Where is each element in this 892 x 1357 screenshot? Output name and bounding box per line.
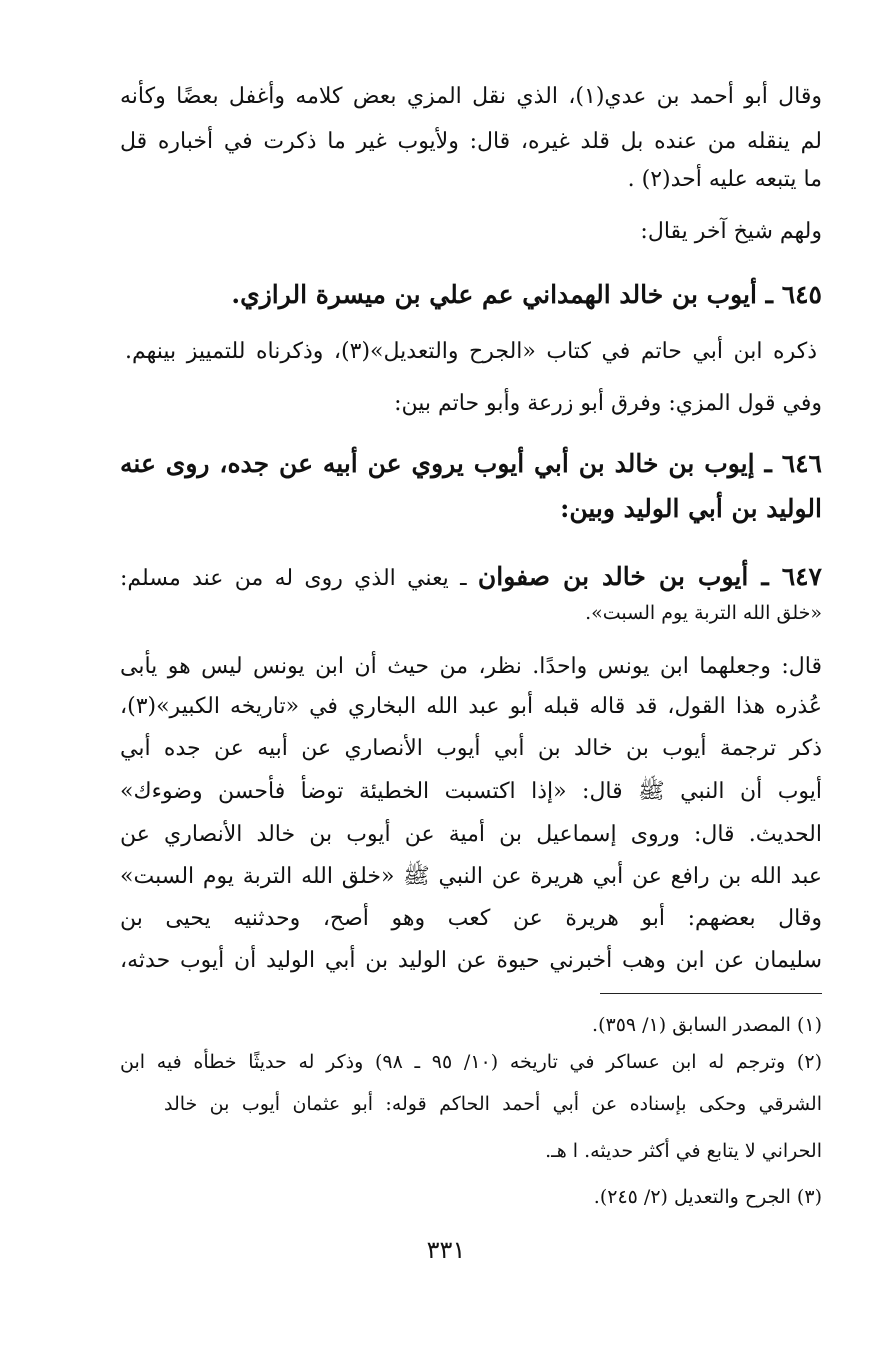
entry-heading: ٦٤٥ ـ أيوب بن خالد الهمداني عم علي بن ميسرة الرازي. xyxy=(231,280,822,309)
footnote: الحراني لا يتابع في أكثر حديثه. ا هـ. xyxy=(545,1140,822,1162)
body-line: الحديث. قال: وروى إسماعيل بن أمية عن أيوب بن خالد الأنصاري عن xyxy=(120,822,822,847)
body-line: ولهم شيخ آخر يقال: xyxy=(640,219,822,244)
entry-heading: ٦٤٦ ـ إيوب بن خالد بن أبي أيوب يروي عن أبيه عن جده، روى عنه xyxy=(120,449,822,478)
body-line: أيوب أن النبي ﷺ قال: «إذا اكتسبت الخطيئة توضأ فأحسن وضوءك» xyxy=(120,779,822,804)
body-line: وقال بعضهم: أبو هريرة عن كعب وهو أصح، وحدثنيه يحيى بن xyxy=(120,906,822,931)
body-line: عُذره هذا القول، قد قاله قبله أبو عبد الله البخاري في «تاريخه الكبير»(٣)، xyxy=(120,694,822,719)
body-line: «خلق الله التربة يوم السبت». xyxy=(585,602,822,624)
footnote: (١) المصدر السابق (١/ ٣٥٩). xyxy=(592,1014,822,1036)
entry-heading: ٦٤٧ ـ أيوب بن خالد بن صفوان xyxy=(477,562,822,591)
entry-heading: الوليد بن أبي الوليد وبين: xyxy=(560,494,822,523)
body-line: سليمان عن ابن وهب أخبرني حيوة عن الوليد بن أبي الوليد أن أيوب حدثه، xyxy=(120,948,822,973)
footnote: الشرقي وحكى بإسناده عن أبي أحمد الحاكم قوله: أبو عثمان أيوب بن خالد xyxy=(164,1093,822,1115)
footnote: (٣) الجرح والتعديل (٢/ ٢٤٥). xyxy=(593,1186,822,1208)
body-line: وقال أبو أحمد بن عدي(١)، الذي نقل المزي بعض كلامه وأغفل بعضًا وكأنه xyxy=(120,84,822,109)
body-line: عبد الله بن رافع عن أبي هريرة عن النبي ﷺ «خلق الله التربة يوم السبت» xyxy=(120,864,822,889)
entry-text: ـ يعني الذي روى له من عند مسلم: xyxy=(120,566,478,591)
entry-line xyxy=(120,560,822,596)
body-line: وفي قول المزي: وفرق أبو زرعة وأبو حاتم بين: xyxy=(394,391,822,416)
footnote-divider xyxy=(600,993,822,994)
body-line: ما يتبعه عليه أحد(٢) . xyxy=(627,167,822,192)
footnote: (٢) وترجم له ابن عساكر في تاريخه (١٠/ ٩٥ ـ ٩٨) وذكر له حديثًا خطأه فيه ابن xyxy=(120,1051,822,1073)
body-line: لم ينقله من عنده بل قلد غيره، قال: ولأيوب غير ما ذكرت في أخباره قل xyxy=(120,129,822,154)
body-line: قال: وجعلهما ابن يونس واحدًا. نظر، من حيث أن ابن يونس ليس هو يأبى xyxy=(120,654,822,679)
page-number: ٣٣١ xyxy=(426,1236,466,1264)
body-line: ذكر ترجمة أيوب بن خالد بن أبي أيوب الأنصاري عن أبيه عن جده أبي xyxy=(120,736,822,761)
body-line: ذكره ابن أبي حاتم في كتاب «الجرح والتعديل»(٣)، وذكرناه للتمييز بينهم. xyxy=(125,339,817,364)
